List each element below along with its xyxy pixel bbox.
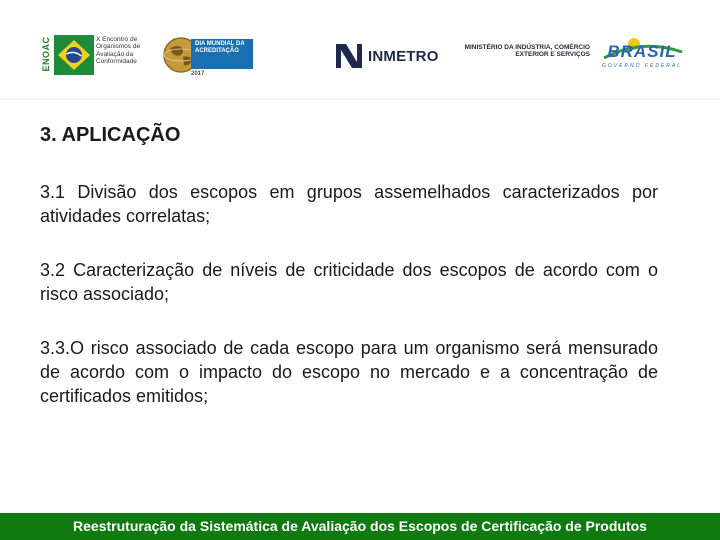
inmetro-symbol-icon — [334, 42, 364, 70]
inmetro-label: INMETRO — [368, 48, 439, 65]
ministerio-label: MINISTÉRIO DA INDÚSTRIA, COMÉRCIO EXTERIOR E SERVIÇOS — [464, 44, 590, 58]
brazil-flag-icon — [54, 35, 94, 75]
dia-mundial-logo — [161, 33, 257, 81]
governo-federal-logo — [596, 34, 688, 74]
enoac-logo — [40, 33, 152, 79]
governo-federal-label: GOVERNO FEDERAL — [601, 63, 682, 69]
slide-title: 3. APLICAÇÃO — [40, 124, 181, 146]
brasil-label: BRASIL — [607, 42, 677, 61]
paragraph-3-2: 3.2 Caracterização de níveis de criticidade dos escopos de acordo com o risco associado; — [40, 260, 658, 304]
dia-mundial-year: 2017 — [191, 71, 205, 77]
enoac-text: X Encontro de Organismos de Avaliação da Conformidade — [96, 36, 141, 66]
slide-header — [0, 0, 720, 100]
enoac-vertical-label: ENOAC — [41, 36, 51, 72]
header-divider — [0, 98, 720, 100]
paragraph-3-3: 3.3.O risco associado de cada escopo para um organismo será mensurado de acordo com o impacto do escopo no mercado e a concentração de certificados emitidos; — [40, 338, 658, 406]
dia-mundial-text: DIA MUNDIAL DA ACREDITAÇÃO — [195, 41, 245, 54]
paragraph-3-1: 3.1 Divisão dos escopos em grupos assemelhados caracterizados por atividades correlatas; — [40, 182, 658, 226]
footer-banner: Reestruturação da Sistemática de Avaliação dos Escopos de Certificação de Produtos — [0, 513, 720, 540]
